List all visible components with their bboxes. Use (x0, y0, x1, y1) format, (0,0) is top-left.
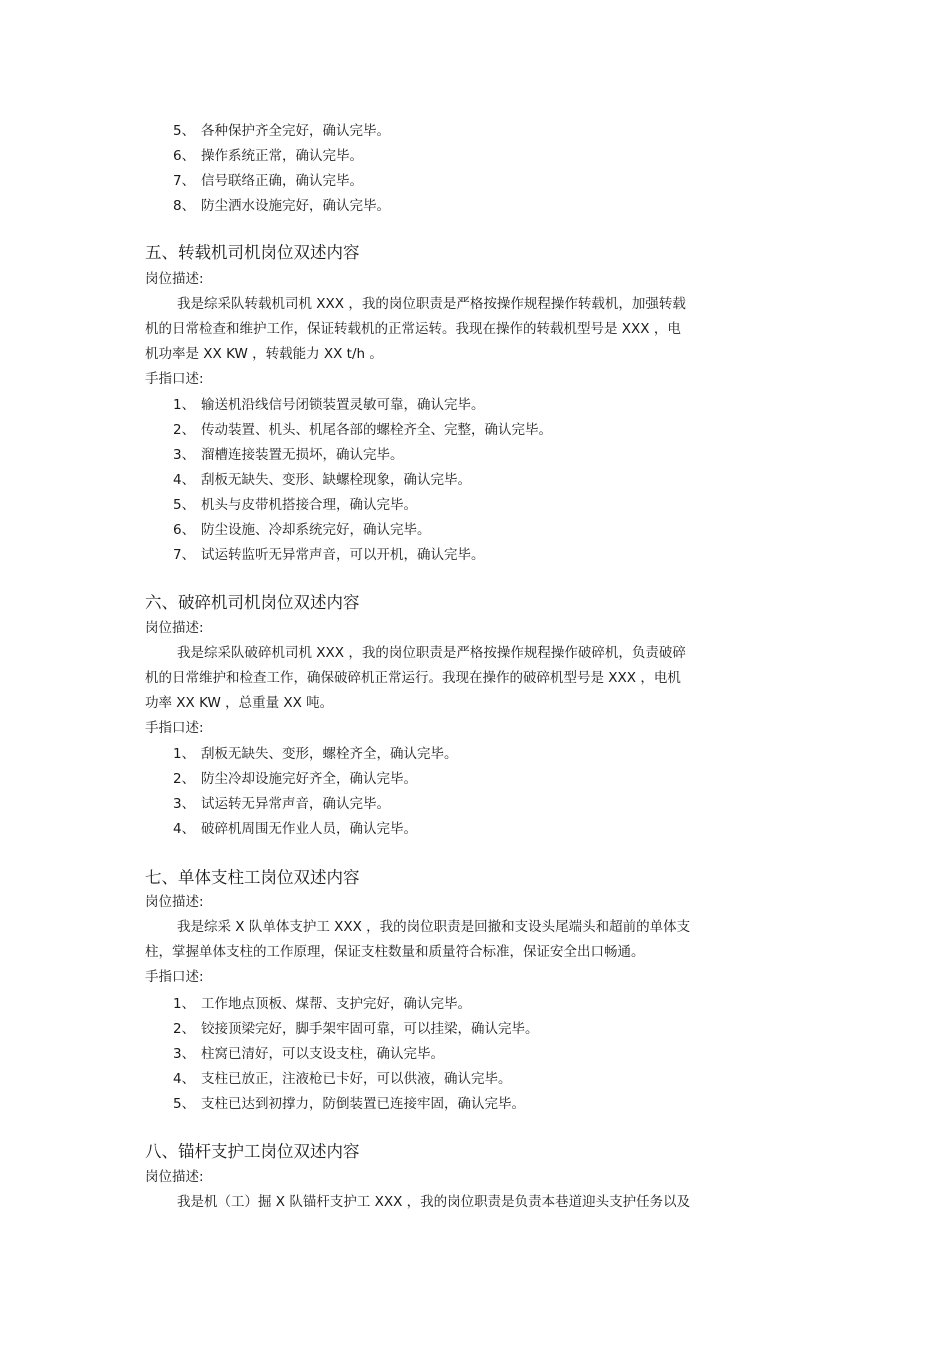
list-item: 2、 防尘冷却设施完好齐全，确认完毕。 (173, 771, 417, 787)
list-item: 3、 柱窝已清好，可以支设支柱，确认完毕。 (173, 1046, 444, 1062)
list-item: 5、 机头与皮带机搭接合理，确认完毕。 (173, 497, 417, 513)
section-7-check-label: 手指口述: (145, 969, 204, 985)
list-item: 8、 防尘洒水设施完好，确认完毕。 (173, 198, 390, 214)
section-6-desc-label: 岗位描述: (145, 620, 204, 636)
list-item: 1、 输送机沿线信号闭锁装置灵敏可靠，确认完毕。 (173, 397, 485, 413)
section-8-heading: 八、锚杆支护工岗位双述内容 (145, 1142, 360, 1161)
section-6-desc-line: 我是综采队破碎机司机 XXX ，我的岗位职责是严格按操作规程操作破碎机，负责破碎 (177, 645, 686, 661)
list-item: 4、 支柱已放正，注液枪已卡好，可以供液，确认完毕。 (173, 1071, 512, 1087)
list-item: 3、 试运转无异常声音，确认完毕。 (173, 796, 390, 812)
list-item: 4、 破碎机周围无作业人员，确认完毕。 (173, 821, 417, 837)
section-8-desc-line: 我是机（工）掘 X 队锚杆支护工 XXX ，我的岗位职责是负责本巷道迎头支护任务以及 (177, 1194, 691, 1210)
list-item: 6、 操作系统正常，确认完毕。 (173, 148, 363, 164)
list-item: 4、 刮板无缺失、变形、缺螺栓现象，确认完毕。 (173, 472, 471, 488)
section-7-desc-line: 我是综采 X 队单体支护工 XXX ，我的岗位职责是回撤和支设头尾端头和超前的单体支 (177, 919, 691, 935)
list-item: 1、 工作地点顶板、煤帮、支护完好，确认完毕。 (173, 996, 471, 1012)
section-5-heading: 五、转载机司机岗位双述内容 (145, 243, 360, 262)
section-7-desc-label: 岗位描述: (145, 894, 204, 910)
list-item: 6、 防尘设施、冷却系统完好，确认完毕。 (173, 522, 431, 538)
list-item: 1、 刮板无缺失、变形，螺栓齐全，确认完毕。 (173, 746, 458, 762)
section-5-desc-label: 岗位描述: (145, 271, 204, 287)
section-5-desc-line: 机功率是 XX KW ，转载能力 XX t/h 。 (145, 346, 383, 362)
section-7-desc-line: 柱，掌握单体支柱的工作原理，保证支柱数量和质量符合标准，保证安全出口畅通。 (145, 944, 645, 960)
list-item: 2、 传动装置、机头、机尾各部的螺栓齐全、完整，确认完毕。 (173, 422, 552, 438)
section-6-heading: 六、破碎机司机岗位双述内容 (145, 593, 360, 612)
section-5-desc-line: 机的日常检查和维护工作，保证转载机的正常运转。我现在操作的转载机型号是 XXX ，电 (145, 321, 681, 337)
list-item: 7、 信号联络正确，确认完毕。 (173, 173, 363, 189)
section-7-heading: 七、单体支柱工岗位双述内容 (145, 868, 360, 887)
section-6-check-label: 手指口述: (145, 720, 204, 736)
list-item: 7、 试运转监听无异常声音，可以开机，确认完毕。 (173, 547, 485, 563)
section-6-desc-line: 机的日常维护和检查工作，确保破碎机正常运行。我现在操作的破碎机型号是 XXX ，电机 (145, 670, 681, 686)
section-8-desc-label: 岗位描述: (145, 1169, 204, 1185)
section-5-desc-line: 我是综采队转载机司机 XXX ，我的岗位职责是严格按操作规程操作转载机，加强转载 (177, 296, 686, 312)
list-item: 3、 溜槽连接装置无损坏，确认完毕。 (173, 447, 404, 463)
list-item: 5、 支柱已达到初撑力，防倒装置已连接牢固，确认完毕。 (173, 1096, 525, 1112)
section-5-check-label: 手指口述: (145, 371, 204, 387)
list-item: 5、 各种保护齐全完好，确认完毕。 (173, 123, 390, 139)
list-item: 2、 铰接顶梁完好，脚手架牢固可靠，可以挂梁，确认完毕。 (173, 1021, 539, 1037)
section-6-desc-line: 功率 XX KW ，总重量 XX 吨。 (145, 695, 334, 711)
